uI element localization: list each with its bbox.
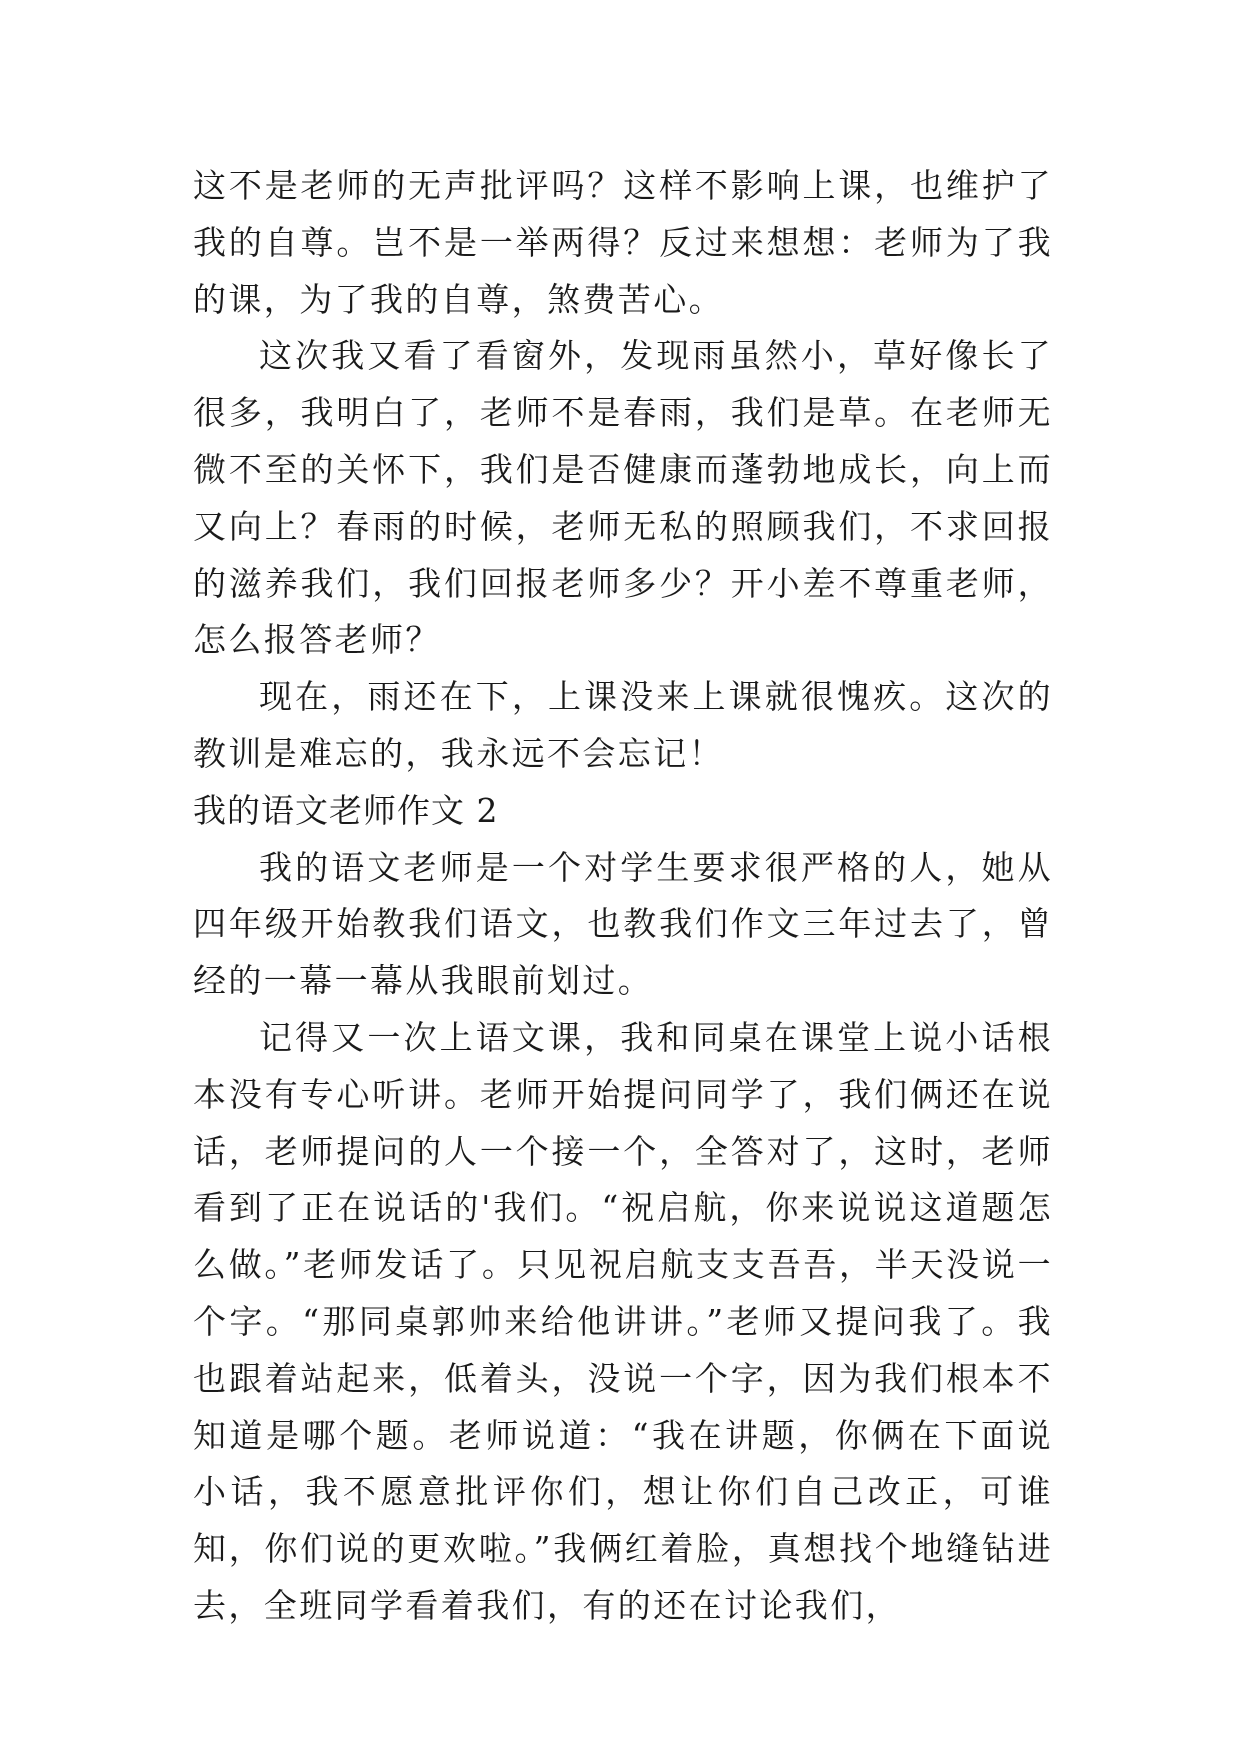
paragraph-3: 现在，雨还在下，上课没来上课就很愧疚。这次的教训是难忘的，我永远不会忘记！ (193, 677, 1053, 773)
paragraph-1: 这不是老师的无声批评吗？这样不影响上课，也维护了我的自尊。岂不是一举两得？反过来想想：老师为了我的课，为了我的自尊，煞费苦心。 (193, 166, 1053, 319)
paragraph-2: 这次我又看了看窗外，发现雨虽然小，草好像长了很多，我明白了，老师不是春雨，我们是草。在老师无微不至的关怀下，我们是否健康而蓬勃地成长，向上而又向上？春雨的时候，老师无私的照顾我们，不求回报的滋养我们，我们回报老师多少？开小差不尊重老师，怎么报答老师？ (193, 336, 1053, 660)
paragraph-5: 记得又一次上语文课，我和同桌在课堂上说小话根本没有专心听讲。老师开始提问同学了，我们俩还在说话，老师提问的人一个接一个，全答对了，这时，老师看到了正在说话的'我们。“祝启航，你来说说这道题怎么做。”老师发话了。只见祝启航支支吾吾，半天没说一个字。“那同桌郭帅来给他讲讲。”老师又提问我了。我也跟着站起来，低着头，没说一个字，因为我们根本不知道是哪个题。老师说道：“我在讲题，你俩在下面说小话，我不愿意批评你们，想让你们自己改正，可谁知，你们说的更欢啦。”我俩红着脸，真想找个地缝钻进去，全班同学看着我们，有的还在讨论我们， (193, 1017, 1053, 1625)
paragraph-4: 我的语文老师是一个对学生要求很严格的人，她从四年级开始教我们语文，也教我们作文三年过去了，曾经的一幕一幕从我眼前划过。 (193, 847, 1053, 1001)
document-body (193, 158, 1053, 1635)
section-heading: 我的语文老师作文 2 (193, 790, 499, 830)
